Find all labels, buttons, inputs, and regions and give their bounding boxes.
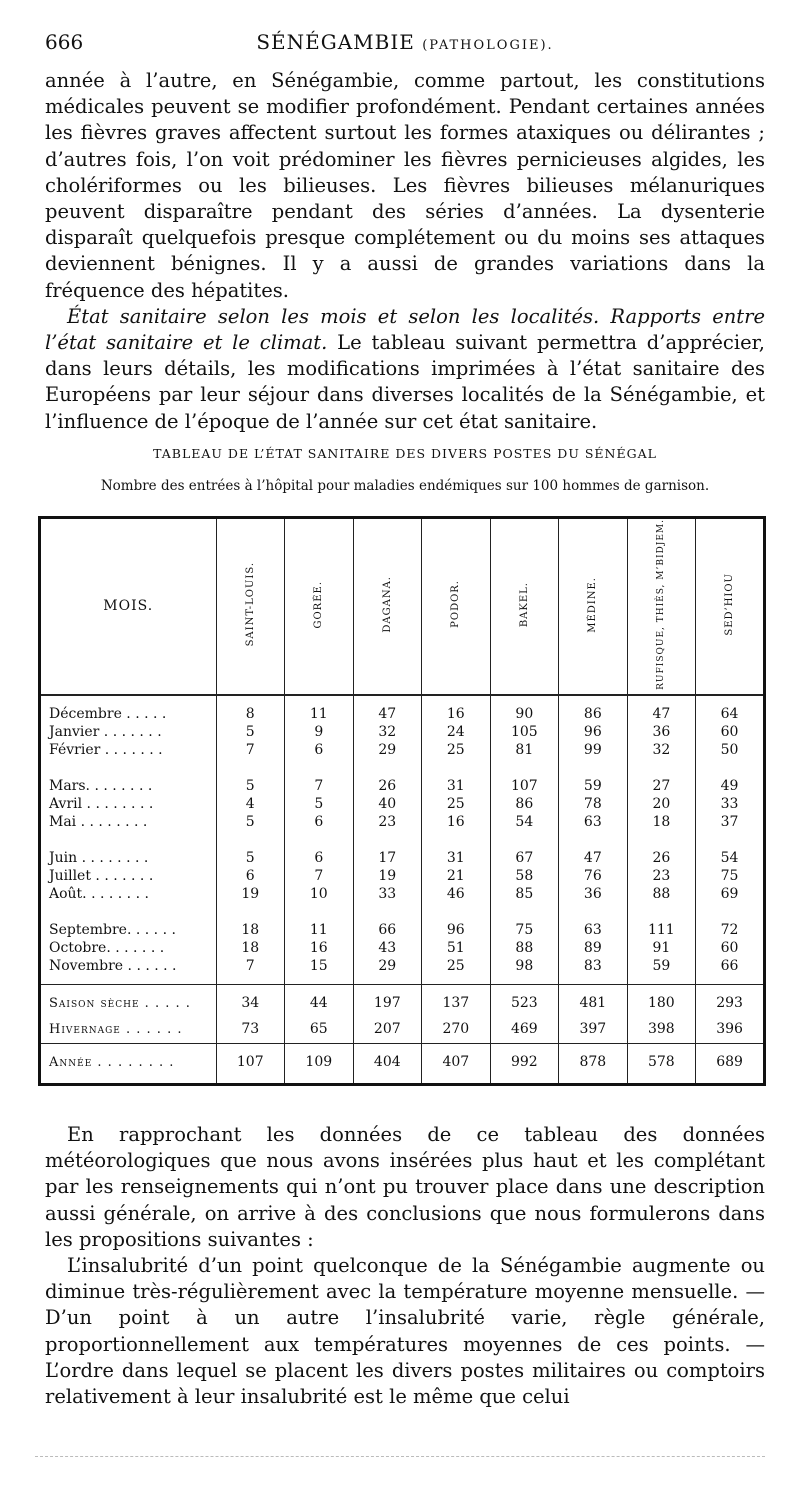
table-cell: 78	[559, 796, 628, 814]
table-cell: 90	[490, 695, 559, 724]
health-table	[38, 516, 766, 1086]
row-label: Mars. . . . . . . .	[49, 777, 153, 794]
table-cell: 83	[559, 958, 628, 985]
table-cell: 16	[422, 814, 491, 840]
table-cell: 54	[696, 840, 763, 868]
table-cell: 60	[696, 724, 763, 742]
table-cell: 29	[353, 742, 422, 768]
table-cell: 91	[627, 940, 696, 958]
table-cell: 32	[627, 742, 696, 768]
column-header	[353, 519, 422, 695]
page-number: 666	[45, 30, 84, 54]
row-label: Janvier . . . . . . .	[49, 724, 162, 741]
table-cell: 5	[216, 814, 285, 840]
table-cell: 111	[627, 912, 696, 940]
table-row	[41, 695, 763, 724]
table-cell: 99	[559, 742, 628, 768]
table-title: TABLEAU DE L’ÉTAT SANITAIRE DES DIVERS POSTES DU SÉNÉGAL	[153, 446, 657, 461]
column-header	[696, 519, 763, 695]
table-cell: 24	[422, 724, 491, 742]
row-label: Mai . . . . . . . .	[49, 813, 148, 830]
column-header-label: SED’HIOU	[724, 573, 736, 636]
table-cell: 81	[490, 742, 559, 768]
table-cell: 396	[696, 1017, 763, 1044]
running-title	[45, 30, 765, 54]
table-cell: 18	[627, 814, 696, 840]
table-cell: 98	[490, 958, 559, 985]
table-cell: 31	[422, 768, 491, 796]
table-cell: 407	[422, 1044, 491, 1083]
table-cell: 23	[627, 868, 696, 886]
table-subtitle: Nombre des entrées à l’hôpital pour maladies endémiques sur 100 hommes de garnison.	[100, 478, 710, 494]
table-cell: 5	[216, 768, 285, 796]
table-cell: 197	[353, 984, 422, 1017]
table-cell: 88	[627, 886, 696, 912]
column-header	[490, 519, 559, 695]
table-cell: 19	[216, 886, 285, 912]
table-cell: 469	[490, 1017, 559, 1044]
table-cell: 76	[559, 868, 628, 886]
section-paragraph	[45, 304, 765, 435]
column-header	[422, 519, 491, 695]
table-cell: 11	[285, 912, 354, 940]
page-footer-rule	[35, 1456, 765, 1457]
table-cell: 23	[353, 814, 422, 840]
table-cell: 4	[216, 796, 285, 814]
column-header-label: GORÉE.	[313, 580, 325, 629]
row-label: Juin . . . . . . . .	[49, 849, 149, 866]
table-cell: 47	[559, 840, 628, 868]
table-cell: 89	[559, 940, 628, 958]
table-cell: 96	[422, 912, 491, 940]
table-cell: 27	[627, 768, 696, 796]
column-header-label: RUFISQUE, THIÈS, M’BIDJEM.	[656, 519, 667, 690]
table-cell: 25	[422, 742, 491, 768]
table-cell: 32	[353, 724, 422, 742]
table-cell: 54	[490, 814, 559, 840]
table-row	[41, 724, 763, 742]
table-cell: 86	[559, 695, 628, 724]
table-cell: 36	[627, 724, 696, 742]
table-cell: 64	[696, 695, 763, 724]
table-cell: 59	[559, 768, 628, 796]
row-label: Hivernage . . . . . .	[49, 1022, 183, 1038]
paragraph: En rapprochant les données de ce tableau des données météorologiques que nous avons insérées plus haut et les complétant par les renseignements qui n’ont pu trouver place dans une description aussi générale, on arrive à des conclusions que nous formulerons dans les propositions suivantes :	[45, 1123, 765, 1251]
table-cell: 65	[285, 1017, 354, 1044]
column-header-label: PODOR.	[450, 580, 462, 629]
table-cell: 86	[490, 796, 559, 814]
row-label: Août. . . . . . . .	[49, 885, 149, 902]
table-cell: 578	[627, 1044, 696, 1083]
table-cell: 66	[353, 912, 422, 940]
table-cell: 10	[285, 886, 354, 912]
table-row	[41, 868, 763, 886]
table-cell: 18	[216, 912, 285, 940]
table-cell: 72	[696, 912, 763, 940]
table-cell: 397	[559, 1017, 628, 1044]
table-cell: 5	[285, 796, 354, 814]
table-cell: 18	[216, 940, 285, 958]
row-label: Année . . . . . . . .	[41, 1044, 216, 1083]
column-header-mois: MOIS.	[41, 519, 216, 695]
column-header-label: SAINT-LOUIS.	[244, 562, 256, 647]
row-label: Avril . . . . . . . .	[49, 796, 154, 813]
table-cell: 137	[422, 984, 491, 1017]
column-header	[285, 519, 354, 695]
table-cell: 60	[696, 940, 763, 958]
table-cell: 96	[559, 724, 628, 742]
table-body	[41, 695, 763, 1083]
table-cell: 5	[216, 724, 285, 742]
table-row	[41, 742, 763, 768]
row-label: Février . . . . . . .	[49, 741, 163, 758]
table-cell: 105	[490, 724, 559, 742]
running-title-main: SÉNÉGAMBIE	[256, 30, 415, 54]
table-cell: 63	[559, 814, 628, 840]
section-text: Le tableau suivant permettra d’apprécier, dans leurs détails, les modifications imprimées à l’état sanitaire des Européens par leur séjour dans diverses localités de la Sénégambie, et l’influence de l’époque de l’année sur cet état sanitaire.	[45, 331, 765, 433]
column-header	[216, 519, 285, 695]
table-row	[41, 984, 763, 1017]
table-cell: 7	[216, 742, 285, 768]
table-cell: 19	[353, 868, 422, 886]
table-cell: 6	[285, 742, 354, 768]
table-cell: 44	[285, 984, 354, 1017]
table-cell: 21	[422, 868, 491, 886]
paragraph: L’insalubrité d’un point quelconque de la Sénégambie augmente ou diminue très-régulièrement avec la température moyenne mensuelle. — D’un point à un autre l’insalubrité varie, règle générale, proportionnellement aux températures moyennes de ces points. — L’ordre dans lequel se placent les divers postes militaires ou comptoirs relativement à leur insalubrité est le même que celui	[45, 1254, 765, 1409]
table-cell: 29	[353, 958, 422, 985]
table-cell: 33	[353, 886, 422, 912]
row-label: Juillet . . . . . . .	[49, 868, 154, 885]
table-cell: 523	[490, 984, 559, 1017]
table-cell: 207	[353, 1017, 422, 1044]
table-cell: 16	[422, 695, 491, 724]
bottom-text	[45, 1122, 765, 1410]
table-cell: 40	[353, 796, 422, 814]
column-header-label: DAGANA.	[381, 576, 393, 633]
top-text	[45, 68, 765, 435]
table-cell: 6	[216, 868, 285, 886]
table-cell: 481	[559, 984, 628, 1017]
table-cell: 33	[696, 796, 763, 814]
table-cell: 7	[285, 768, 354, 796]
table-row	[41, 1017, 763, 1044]
table-cell: 8	[216, 695, 285, 724]
table-row	[41, 886, 763, 912]
table-row	[41, 814, 763, 840]
table-cell: 6	[285, 814, 354, 840]
table-cell: 49	[696, 768, 763, 796]
table-cell: 26	[627, 840, 696, 868]
table-cell: 404	[353, 1044, 422, 1083]
section-title: État sanitaire selon les mois et selon les localités. Rapports entre l’état sanitaire et le climat.	[45, 304, 765, 355]
table-cell: 25	[422, 796, 491, 814]
health-table-grid	[41, 519, 763, 1083]
table-cell: 75	[490, 912, 559, 940]
table-cell: 73	[216, 1017, 285, 1044]
table-row	[41, 958, 763, 985]
table-cell: 107	[490, 768, 559, 796]
table-header-row	[41, 519, 763, 695]
running-title-sub: (PATHOLOGIE).	[422, 38, 554, 53]
paragraph-continued: année à l’autre, en Sénégambie, comme partout, les constitutions médicales peuvent se modifier profondément. Pendant certaines années les fièvres graves affectent surtout les formes ataxiques ou délirantes ; d’autres fois, l’on voit prédominer les fièvres pernicieuses algides, les cholériformes ou les bilieuses. Les fièvres bilieuses mélanuriques peuvent disparaître pendant des séries d’années. La dysenterie disparaît quelquefois presque complétement ou du moins ses attaques deviennent bénignes. Il y a aussi de grandes variations dans la fréquence des hépatites.	[45, 69, 765, 302]
column-header-label: MÉDINE.	[587, 576, 599, 633]
table-cell: 69	[696, 886, 763, 912]
table-cell: 85	[490, 886, 559, 912]
table-cell: 107	[216, 1044, 285, 1083]
table-cell: 31	[422, 840, 491, 868]
table-cell: 7	[285, 868, 354, 886]
table-row	[41, 912, 763, 940]
table-cell: 6	[285, 840, 354, 868]
table-cell: 992	[490, 1044, 559, 1083]
table-cell: 270	[422, 1017, 491, 1044]
table-cell: 878	[559, 1044, 628, 1083]
row-label: Saison sèche . . . . .	[41, 984, 216, 1017]
table-cell: 7	[216, 958, 285, 985]
table-cell: 37	[696, 814, 763, 840]
table-row	[41, 1044, 763, 1083]
table-row	[41, 940, 763, 958]
page-header	[45, 30, 765, 60]
table-cell: 88	[490, 940, 559, 958]
table-cell: 36	[559, 886, 628, 912]
table-cell: 66	[696, 958, 763, 985]
table-cell: 689	[696, 1044, 763, 1083]
table-cell: 34	[216, 984, 285, 1017]
table-cell: 46	[422, 886, 491, 912]
table-cell: 67	[490, 840, 559, 868]
column-header-label: BAKEL.	[518, 581, 530, 627]
row-label: Novembre . . . . . .	[49, 957, 177, 974]
table-cell: 11	[285, 695, 354, 724]
table-cell: 293	[696, 984, 763, 1017]
table-cell: 58	[490, 868, 559, 886]
table-cell: 25	[422, 958, 491, 985]
table-cell: 59	[627, 958, 696, 985]
table-cell: 26	[353, 768, 422, 796]
row-label: Septembre. . . . . .	[49, 921, 176, 938]
row-label: Octobre. . . . . . .	[49, 940, 165, 956]
table-cell: 47	[353, 695, 422, 724]
table-cell: 47	[627, 695, 696, 724]
table-cell: 16	[285, 940, 354, 958]
table-cell: 43	[353, 940, 422, 958]
table-cell: 109	[285, 1044, 354, 1083]
table-cell: 9	[285, 724, 354, 742]
table-cell: 63	[559, 912, 628, 940]
column-header	[627, 519, 696, 695]
table-cell: 51	[422, 940, 491, 958]
table-cell: 17	[353, 840, 422, 868]
table-cell: 5	[216, 840, 285, 868]
table-row	[41, 768, 763, 796]
table-cell: 398	[627, 1017, 696, 1044]
table-cell: 15	[285, 958, 354, 985]
table-row	[41, 840, 763, 868]
table-row	[41, 796, 763, 814]
row-label: Décembre . . . . .	[49, 705, 167, 722]
column-header	[559, 519, 628, 695]
table-cell: 50	[696, 742, 763, 768]
table-cell: 75	[696, 868, 763, 886]
table-cell: 20	[627, 796, 696, 814]
table-cell: 180	[627, 984, 696, 1017]
